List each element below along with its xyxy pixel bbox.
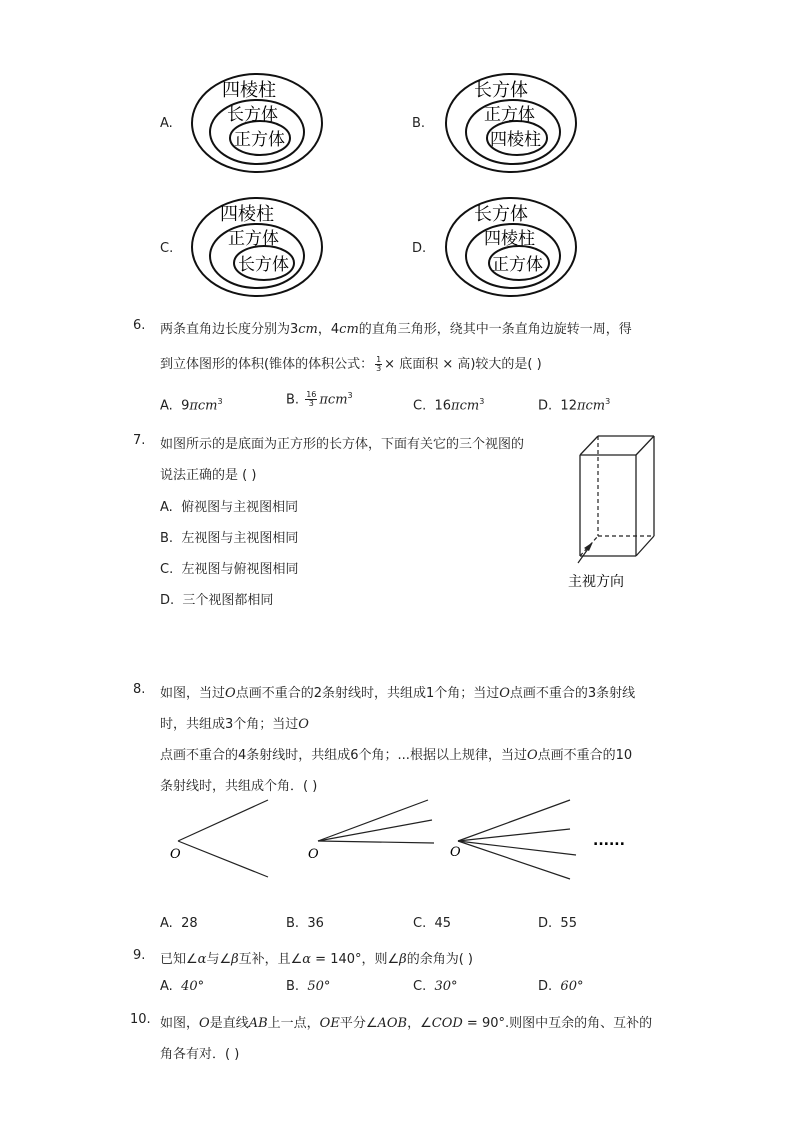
q5-a-middle-label: 长方体 [227,105,278,125]
q5-c-outer-label: 四棱柱 [220,204,274,225]
q9-option-a[interactable]: A. 40° [160,979,205,994]
q5-option-a-letter[interactable]: A. [160,116,173,131]
q8-line-2: 时，共组成3个角；当过O [160,717,309,732]
q9-number: 9. [133,948,146,963]
q8-ellipsis: ...... [593,833,625,849]
q9-option-b[interactable]: B. 50° [286,979,331,994]
q5-option-a-diagram [190,72,325,174]
q8-option-a[interactable]: A. 28 [160,916,198,931]
q9-line-1: 已知∠α与∠β互补，且∠α = 140°，则∠β的余角为( ) [160,952,473,967]
q5-c-inner-label: 长方体 [238,255,289,275]
q6-line-2: 到立体图形的体积(锥体的体积公式： $\frac{1}{3}$ × 底面积 × 高)较大的是( ) [160,355,542,373]
q9-option-c[interactable]: C. 30° [413,979,458,994]
q5-option-c-letter[interactable]: C. [160,241,174,256]
q7-line-1: 如图所示的是底面为正方形的长方体，下面有关它的三个视图的 [160,437,525,452]
q7-cuboid-figure [560,428,670,596]
q5-option-d-letter[interactable]: D. [412,241,427,256]
q7-line-2: 说法正确的是 ( ) [160,468,257,483]
q5-d-outer-label: 长方体 [474,204,528,225]
q8-option-c[interactable]: C. 45 [413,916,452,931]
q8-line-1: 如图，当过O点画不重合的2条射线时，共组成1个角；当过O点画不重合的3条射线 [160,686,636,701]
q7-number: 7. [133,433,146,448]
q5-option-b-diagram [444,72,579,174]
q10-line-2: 角各有对．( ) [160,1047,240,1062]
q5-b-middle-label: 正方体 [484,105,535,125]
q6-option-a[interactable]: A. 9πcm$^3$ [160,397,223,414]
q6-number: 6. [133,318,146,333]
q6-line-1: 两条直角边长度分别为3cm，4cm的直角三角形，绕其中一条直角边旋转一周，得 [160,322,632,337]
q8-option-b[interactable]: B. 36 [286,916,324,931]
q8-line-4: 条射线时，共组成个角．( ) [160,779,318,794]
q5-a-inner-label: 正方体 [234,130,285,150]
q7-option-a[interactable]: A. 俯视图与主视图相同 [160,500,299,515]
q5-c-middle-label: 正方体 [228,229,279,249]
q8-fig1-label: O [170,847,181,862]
q8-line-3: 点画不重合的4条射线时，共组成6个角；...根据以上规律，当过O点画不重合的10 [160,748,633,763]
q8-fig3-label: O [450,845,461,860]
q5-d-inner-label: 正方体 [492,255,543,275]
q9-option-d[interactable]: D. 60° [538,979,584,994]
q8-rays-figure [160,795,630,885]
q6-option-b[interactable]: B. $\frac{16}{3}$ πcm$^3$ [286,390,353,409]
q7-option-b[interactable]: B. 左视图与主视图相同 [160,531,299,546]
q6-option-d[interactable]: D. 12πcm$^3$ [538,397,611,414]
q10-number: 10. [130,1012,151,1027]
q6-option-c[interactable]: C. 16πcm$^3$ [413,397,485,414]
q5-option-b-letter[interactable]: B. [412,116,426,131]
q5-b-inner-label: 四棱柱 [490,130,541,150]
q10-line-1: 如图，O是直线AB上一点，OE平分∠AOB，∠COD = 90°.则图中互余的角、互补的 [160,1016,653,1031]
q8-option-d[interactable]: D. 55 [538,916,577,931]
q5-option-c-diagram [190,196,325,298]
q7-option-d[interactable]: D. 三个视图都相同 [160,593,274,608]
q8-number: 8. [133,682,146,697]
q5-a-outer-label: 四棱柱 [222,80,276,101]
q6-fraction: $\frac{1}{3}$ [376,355,382,373]
q7-view-direction-label: 主视方向 [568,574,624,590]
q7-option-c[interactable]: C. 左视图与俯视图相同 [160,562,299,577]
q5-d-middle-label: 四棱柱 [484,229,535,249]
q8-fig2-label: O [308,847,319,862]
q5-b-outer-label: 长方体 [474,80,528,101]
q5-option-d-diagram [444,196,579,298]
